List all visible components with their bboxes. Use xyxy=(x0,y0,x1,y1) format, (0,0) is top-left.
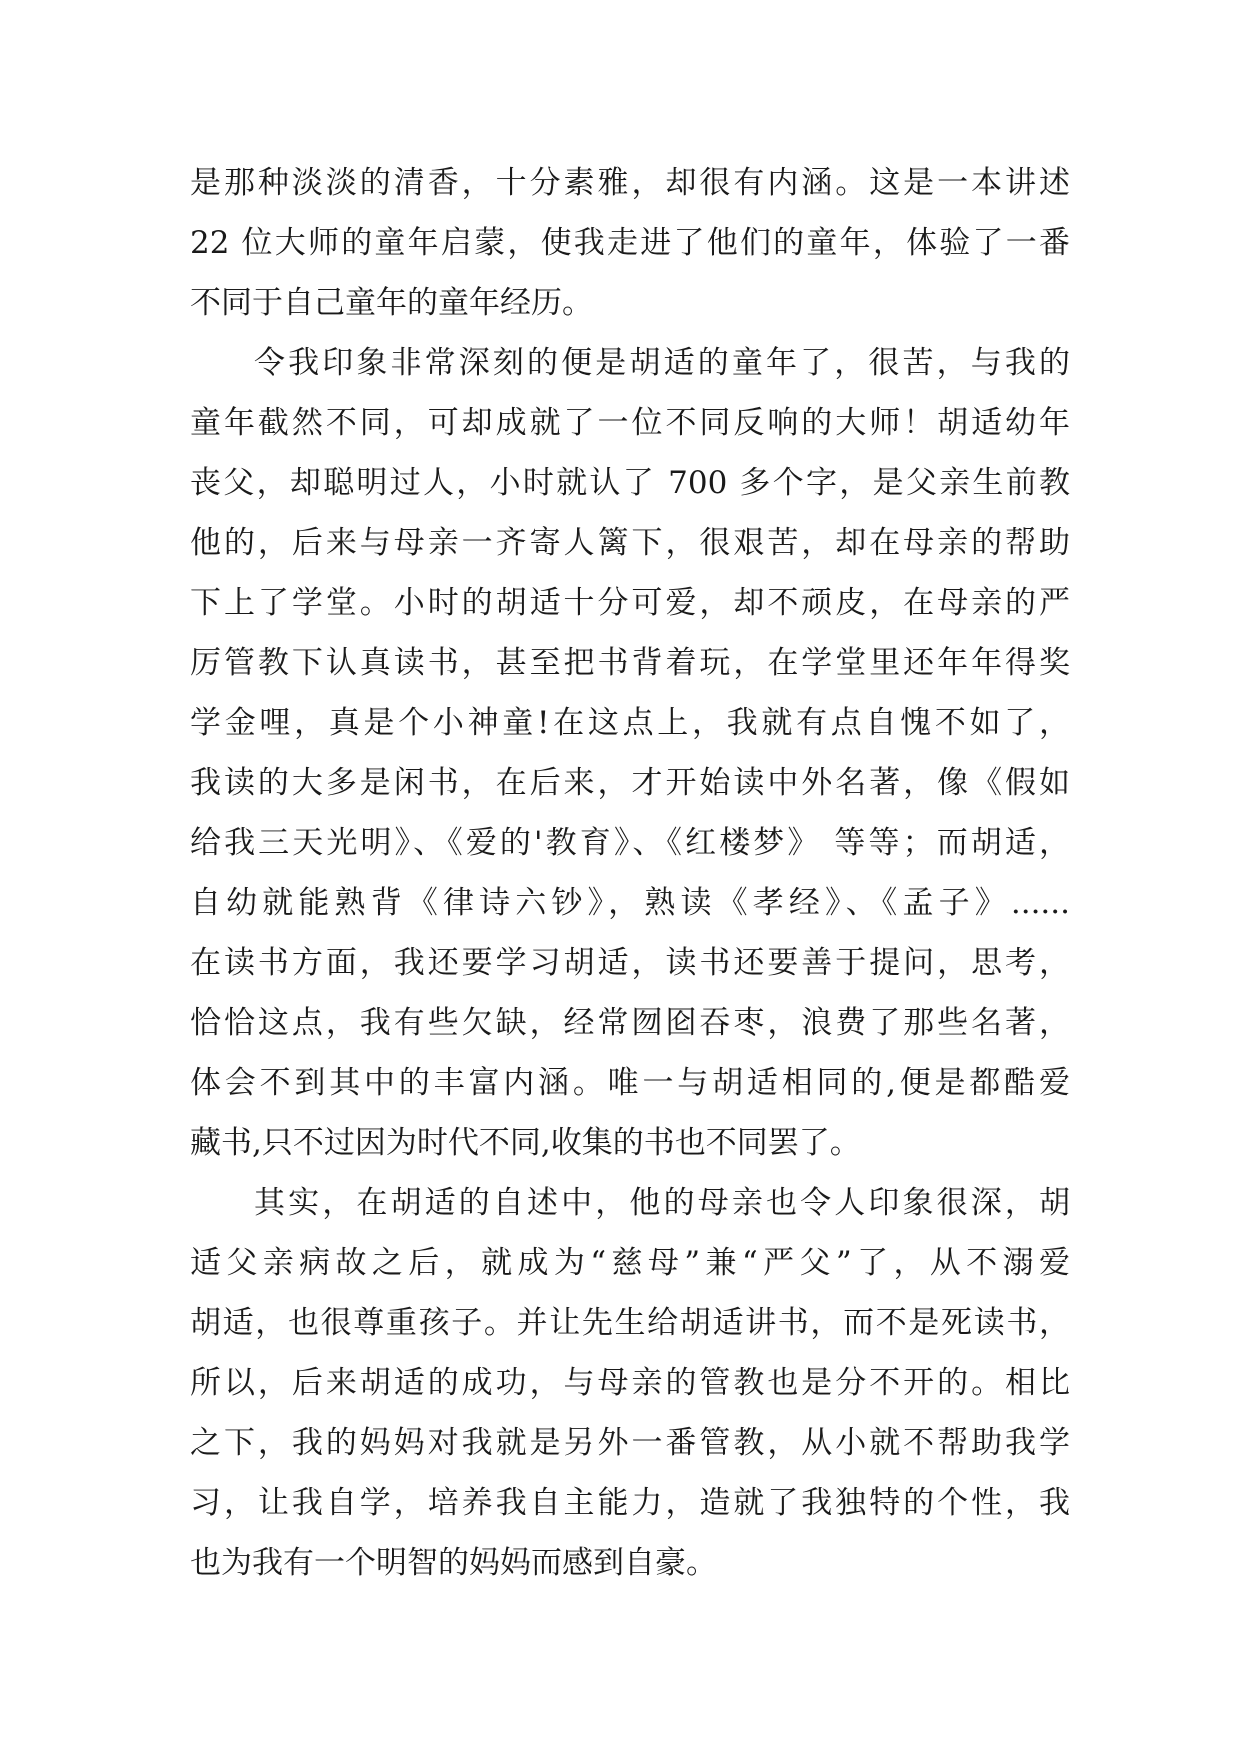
text-line: 丧父，却聪明过人，小时就认了 700 多个字，是父亲生前教 xyxy=(190,465,1070,501)
text-line: 给我三天光明》、《爱的'教育》、《红楼梦》 等等；而胡适， xyxy=(190,825,1070,861)
text-line: 我读的大多是闲书，在后来，才开始读中外名著，像《假如 xyxy=(190,765,1070,801)
paragraph-start-line: 其实，在胡适的自述中，他的母亲也令人印象很深，胡 xyxy=(254,1185,1070,1221)
text-line: 藏书,只不过因为时代不同,收集的书也不同罢了。 xyxy=(190,1125,861,1161)
text-line: 体会不到其中的丰富内涵。唯一与胡适相同的,便是都酷爱 xyxy=(190,1065,1070,1101)
text-line: 在读书方面，我还要学习胡适，读书还要善于提问，思考， xyxy=(190,945,1070,981)
text-line: 习，让我自学，培养我自主能力，造就了我独特的个性，我 xyxy=(190,1485,1070,1521)
text-line: 学金哩，真是个小神童!在这点上，我就有点自愧不如了， xyxy=(190,705,1070,741)
text-line: 不同于自己童年的童年经历。 xyxy=(190,285,593,321)
text-line: 自幼就能熟背《律诗六钞》，熟读《孝经》、《孟子》...... xyxy=(190,885,1070,921)
text-line: 恰恰这点，我有些欠缺，经常囫囵吞枣，浪费了那些名著， xyxy=(190,1005,1070,1041)
text-line: 22 位大师的童年启蒙，使我走进了他们的童年，体验了一番 xyxy=(190,225,1070,261)
text-line: 下上了学堂。小时的胡适十分可爱，却不顽皮，在母亲的严 xyxy=(190,585,1070,621)
text-line: 厉管教下认真读书，甚至把书背着玩，在学堂里还年年得奖 xyxy=(190,645,1070,681)
text-line: 适父亲病故之后，就成为“慈母”兼“严父”了，从不溺爱 xyxy=(190,1245,1070,1281)
text-line: 所以，后来胡适的成功，与母亲的管教也是分不开的。相比 xyxy=(190,1365,1070,1401)
text-line: 之下，我的妈妈对我就是另外一番管教，从小就不帮助我学 xyxy=(190,1425,1070,1461)
text-line: 也为我有一个明智的妈妈而感到自豪。 xyxy=(190,1545,717,1581)
text-line: 胡适，也很尊重孩子。并让先生给胡适讲书，而不是死读书， xyxy=(190,1305,1070,1341)
paragraph-start-line: 令我印象非常深刻的便是胡适的童年了，很苦，与我的 xyxy=(254,345,1070,381)
text-line: 他的，后来与母亲一齐寄人篱下，很艰苦，却在母亲的帮助 xyxy=(190,525,1070,561)
text-line: 是那种淡淡的清香，十分素雅，却很有内涵。这是一本讲述 xyxy=(190,165,1070,201)
text-line: 童年截然不同，可却成就了一位不同反响的大师！胡适幼年 xyxy=(190,405,1070,441)
body-text xyxy=(190,153,1070,1593)
